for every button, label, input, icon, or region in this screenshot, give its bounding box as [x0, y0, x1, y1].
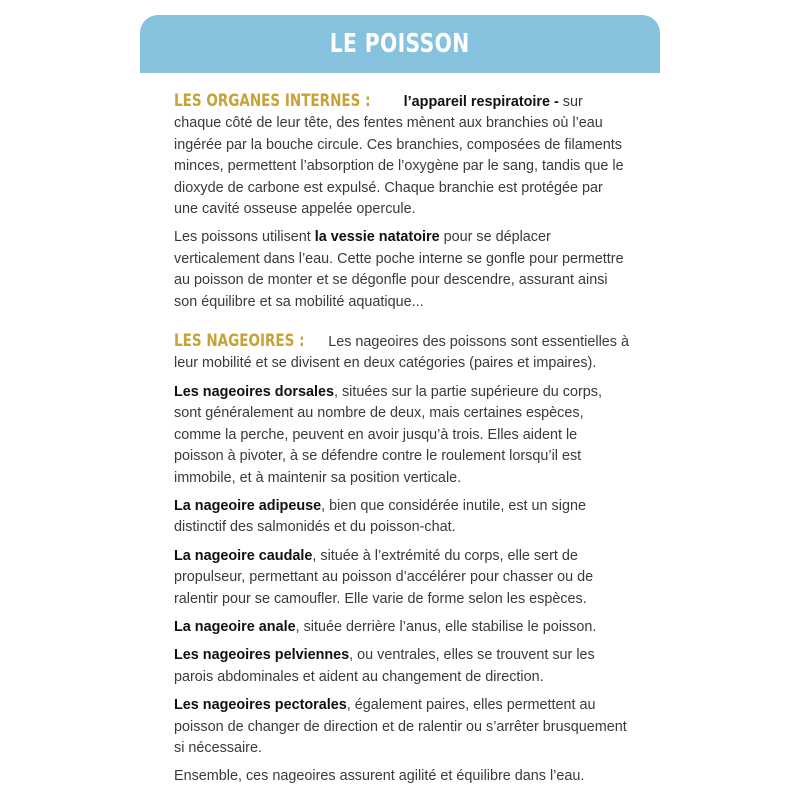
nageoires-intro-paragraph — [174, 330, 630, 375]
organes-paragraph-respiratoire — [174, 90, 630, 220]
document-body — [174, 90, 630, 795]
text-appareil-respiratoire: sur chaque côté de leur tête, des fentes mènent aux branchies où l’eau ingérée par la bouche circule. Ces branchies, composées de filaments minces, permettent l’absorption de l’oxygène par le sang, tandis que le dioxyde de carbone est expulsé. Chaque branchie est protégée par une cavité osseuse appelée opercule. — [174, 94, 624, 218]
text-nageoires-pectorales: , également paires, elles permettent au poisson de changer de direction et de ralentir ou s’arrêter brusquement si nécessaire. — [174, 697, 627, 756]
page-title: LE POISSON — [330, 29, 470, 59]
title-banner — [140, 15, 660, 73]
paragraph-nageoires-pectorales — [174, 695, 630, 759]
paragraph-nageoire-caudale — [174, 546, 630, 610]
text-vessie-before: Les poissons utilisent — [174, 229, 315, 246]
organes-paragraph-vessie — [174, 227, 630, 313]
term-nageoire-caudale: La nageoire caudale — [174, 547, 313, 564]
text-nageoire-anale: , située derrière l’anus, elle stabilise le poisson. — [295, 618, 597, 635]
term-nageoires-pelviennes: Les nageoires pelviennes — [174, 647, 350, 664]
conclusion-paragraph: Ensemble, ces nageoires assurent agilité et équilibre dans l’eau. — [174, 768, 585, 785]
paragraph-nageoire-anale — [174, 617, 630, 638]
paragraph-nageoires-dorsales — [174, 382, 630, 489]
text-nageoires-intro: Les nageoires des poissons sont essentielles à leur mobilité et se divisent en deux catégories (paires et impaires). — [174, 334, 629, 372]
paragraph-nageoire-adipeuse — [174, 496, 630, 539]
term-nageoire-adipeuse: La nageoire adipeuse — [174, 497, 322, 514]
term-nageoire-anale: La nageoire anale — [174, 618, 296, 635]
heading-nageoires: LES NAGEOIRES : — [174, 331, 305, 351]
text-nageoire-caudale: , située à l’extrémité du corps, elle sert de propulseur, permettant au poisson d’accélérer pour chasser ou de ralentir pour se camoufler. Elle varie de forme selon les espèces. — [174, 547, 594, 607]
text-nageoires-dorsales: , situées sur la partie supérieure du corps, sont généralement au nombre de deux, mais certaines espèces, comme la perche, peuvent en avoir jusqu’à trois. Elles aident le poisson à pivoter, à se défendre contre le roulement lorsqu’il est immobile, et à maintenir sa position verticale. — [174, 383, 602, 486]
term-appareil-respiratoire: l’appareil respiratoire - — [403, 94, 559, 110]
paragraph-nageoires-pelviennes — [174, 645, 630, 688]
text-vessie-after: pour se déplacer verticalement dans l’eau. Cette poche interne se gonfle pour permettre au poisson de monter et se dégonfle pour descendre, assurant ainsi son équilibre et sa mobilité aquatique... — [174, 229, 624, 310]
term-nageoires-pectorales: Les nageoires pectorales — [174, 697, 347, 714]
text-nageoire-adipeuse: , bien que considérée inutile, est un signe distinctif des salmonidés et du poisson-chat. — [174, 497, 586, 536]
term-vessie-natatoire: la vessie natatoire — [314, 229, 440, 246]
text-nageoires-pelviennes: , ou ventrales, elles se trouvent sur les parois abdominales et aident au changement de direction. — [174, 647, 595, 685]
heading-organes-internes: LES ORGANES INTERNES : — [174, 91, 371, 110]
term-nageoires-dorsales: Les nageoires dorsales — [174, 383, 334, 400]
